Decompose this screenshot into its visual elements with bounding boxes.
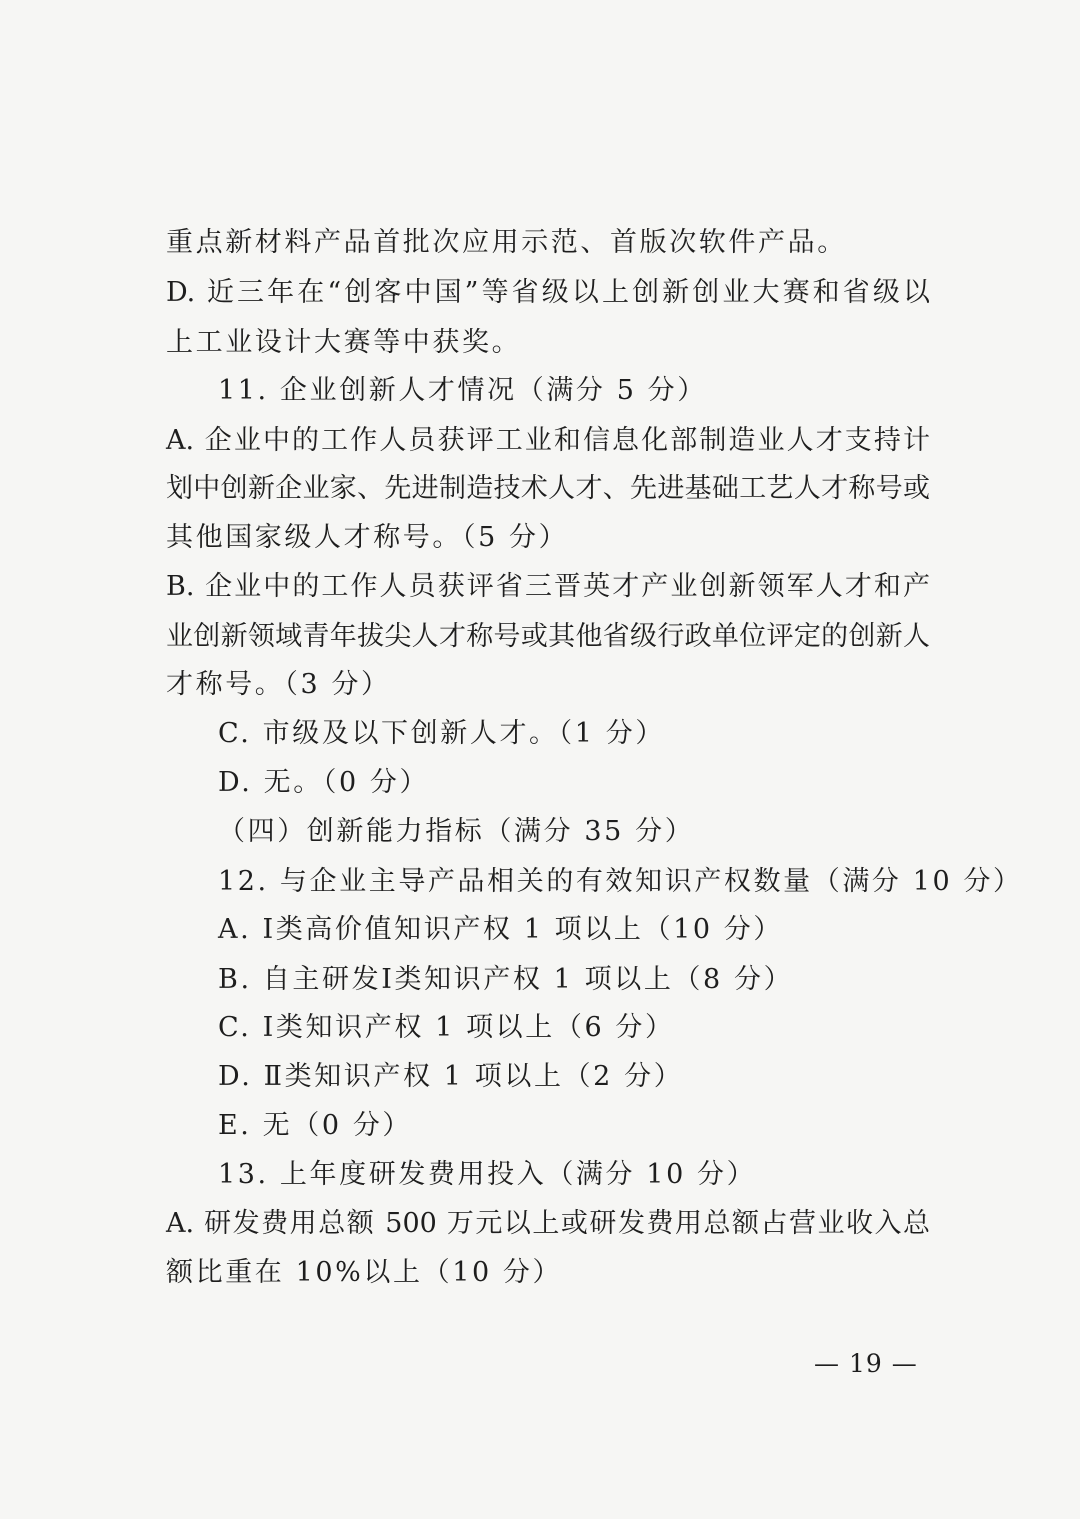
text-line: D. 无。（0 分） <box>218 767 430 798</box>
page-number: — 19 — <box>814 1349 918 1378</box>
text-line: E. 无（0 分） <box>218 1110 413 1141</box>
text-line: 其他国家级人才称号。（5 分） <box>166 522 569 553</box>
section-heading: （四）创新能力指标（满分 35 分） <box>218 816 695 847</box>
text-line: 重点新材料产品首批次应用示范、首版次软件产品。 <box>166 227 847 258</box>
text-line: 才称号。（3 分） <box>166 669 391 700</box>
text-line: B. 自主研发Ⅰ类知识产权 1 项以上（8 分） <box>218 964 794 995</box>
text-line: A. 企业中的工作人员获评工业和信息化部制造业人才支持计 <box>166 425 930 456</box>
text-line: B. 企业中的工作人员获评省三晋英才产业创新领军人才和产 <box>166 571 930 602</box>
section-heading: 11. 企业创新人才情况（满分 5 分） <box>218 375 707 406</box>
text-line: A. 研发费用总额 500 万元以上或研发费用总额占营业收入总 <box>166 1208 930 1239</box>
text-line: 划中创新企业家、先进制造技术人才、先进基础工艺人才称号或 <box>166 473 930 504</box>
section-heading: 13. 上年度研发费用投入（满分 10 分） <box>218 1159 757 1190</box>
text-line: 上工业设计大赛等中获奖。 <box>166 327 522 358</box>
text-line: D. Ⅱ类知识产权 1 项以上（2 分） <box>218 1061 684 1092</box>
text-line: 业创新领域青年拔尖人才称号或其他省级行政单位评定的创新人 <box>166 621 930 652</box>
text-line: 额比重在 10%以上（10 分） <box>166 1257 563 1288</box>
text-line: C. 市级及以下创新人才。（1 分） <box>218 718 665 749</box>
text-line: C. Ⅰ类知识产权 1 项以上（6 分） <box>218 1012 675 1043</box>
text-line: A. Ⅰ类高价值知识产权 1 项以上（10 分） <box>218 914 784 945</box>
section-heading: 12. 与企业主导产品相关的有效知识产权数量（满分 10 分） <box>218 866 1023 897</box>
text-line: D. 近三年在“创客中国”等省级以上创新创业大赛和省级以 <box>166 277 930 308</box>
